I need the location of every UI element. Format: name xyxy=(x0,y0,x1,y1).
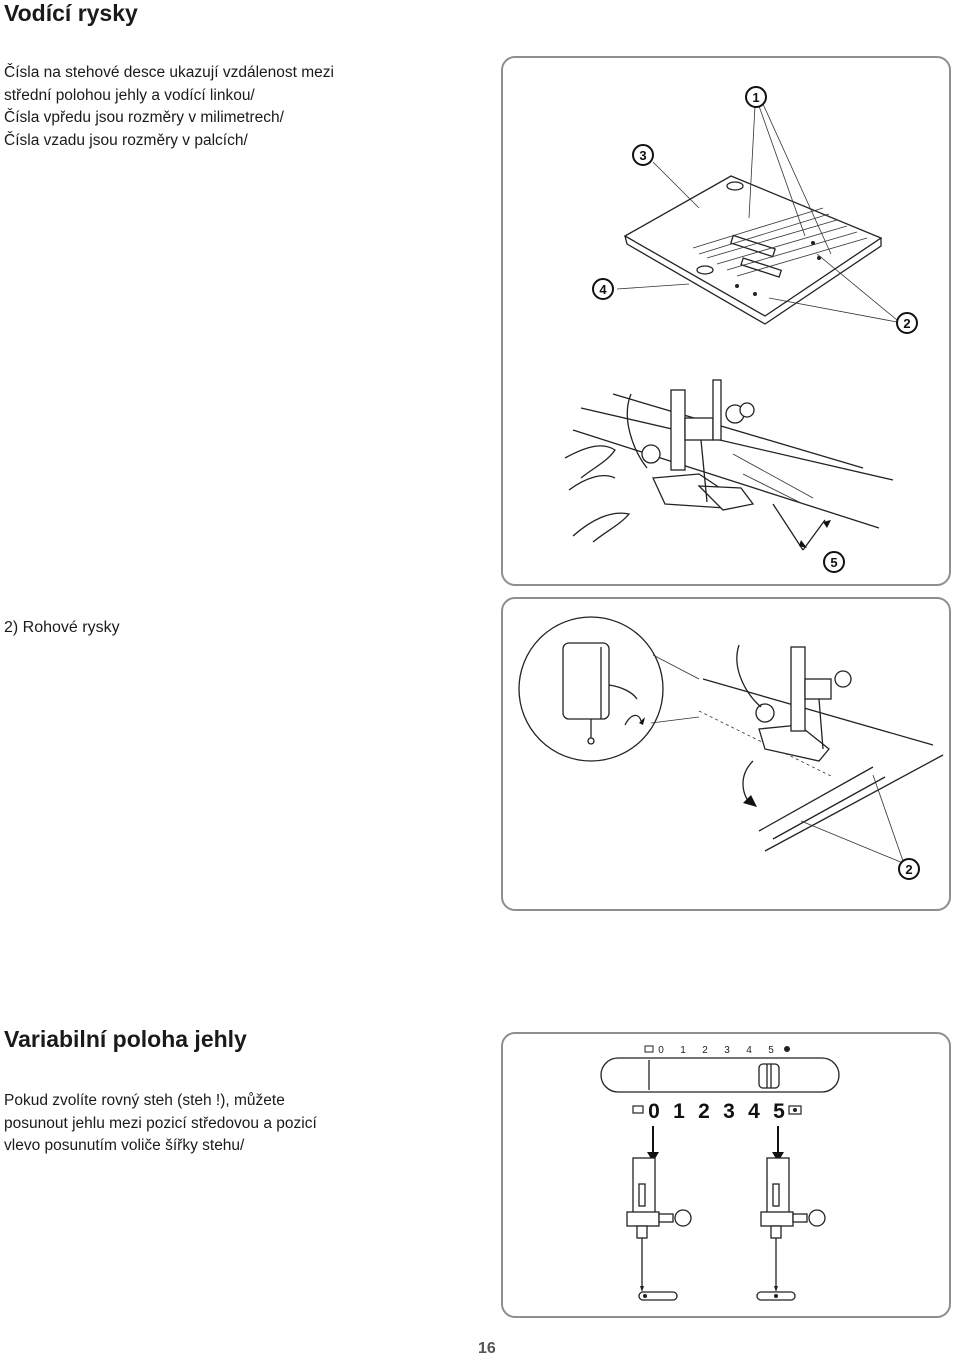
needle-plate-illustration xyxy=(503,58,949,584)
corner-lines-illustration xyxy=(503,599,949,909)
dial-number: 1 xyxy=(673,1100,685,1123)
scale-number: 3 xyxy=(724,1045,730,1056)
dial-number: 0 xyxy=(648,1100,660,1123)
scale-number: 2 xyxy=(702,1045,708,1056)
text-line: Pokud zvolíte rovný steh (steh !), můžete xyxy=(4,1092,285,1109)
text-line: střední polohou jehly a vodící linkou/ xyxy=(4,86,255,104)
figure-corner-lines-panel xyxy=(501,597,951,911)
scale-number: 0 xyxy=(658,1045,664,1056)
guide-mark xyxy=(735,284,739,288)
needle-position-description xyxy=(4,1090,317,1158)
text-line: vlevo posunutím voliče šířky stehu/ xyxy=(4,1137,245,1154)
scale-number: 1 xyxy=(680,1045,686,1056)
rotate-arrow-icon xyxy=(625,715,641,725)
figure-needle-position-panel xyxy=(501,1032,951,1318)
callout-label: 2 xyxy=(905,862,913,877)
needle-plate xyxy=(625,176,881,316)
guide-lines-description xyxy=(4,62,334,152)
text-line: posunout jehlu mezi pozicí středovou a pozicí xyxy=(4,1114,317,1132)
text-line: Čísla vzadu jsou rozměry v palcích/ xyxy=(4,131,248,149)
dial-number: 4 xyxy=(748,1100,760,1123)
dial-number: 3 xyxy=(723,1100,735,1123)
screw-icon xyxy=(642,445,660,463)
needle-position-illustration xyxy=(503,1034,949,1316)
subsection-title-corner-lines: 2) Rohové rysky xyxy=(4,619,120,636)
dial-number: 2 xyxy=(698,1100,710,1123)
scale-number: 5 xyxy=(768,1045,774,1056)
text-line: Čísla na stehové desce ukazují vzdálenost mezi xyxy=(4,64,334,81)
callout-label: 3 xyxy=(639,148,647,163)
stitch-width-slider[interactable] xyxy=(601,1058,839,1092)
callout-label: 1 xyxy=(752,90,760,105)
callout-label: 5 xyxy=(830,555,838,570)
dial-number: 5 xyxy=(773,1100,785,1123)
position-marker-icon xyxy=(633,1106,643,1113)
slider-knob[interactable] xyxy=(759,1064,779,1088)
figure-needle-plate-panel xyxy=(501,56,951,586)
callout-label: 2 xyxy=(903,316,911,331)
scale-number: 4 xyxy=(746,1045,752,1056)
needle-left-position xyxy=(627,1158,691,1300)
screw-icon xyxy=(756,704,774,722)
page-number: 16 xyxy=(478,1340,496,1357)
callout-label: 4 xyxy=(599,282,607,297)
text-line: Čísla vpředu jsou rozměry v milimetrech/ xyxy=(4,109,284,126)
section-title-needle-position: Variabilní poloha jehly xyxy=(4,1026,247,1052)
section-title-guide-lines: Vodící rysky xyxy=(4,0,138,26)
guide-mark xyxy=(811,241,815,245)
needle-center-position xyxy=(757,1158,825,1300)
needle-bar xyxy=(791,647,805,731)
guide-mark xyxy=(753,292,757,296)
needle-bar xyxy=(671,390,685,470)
